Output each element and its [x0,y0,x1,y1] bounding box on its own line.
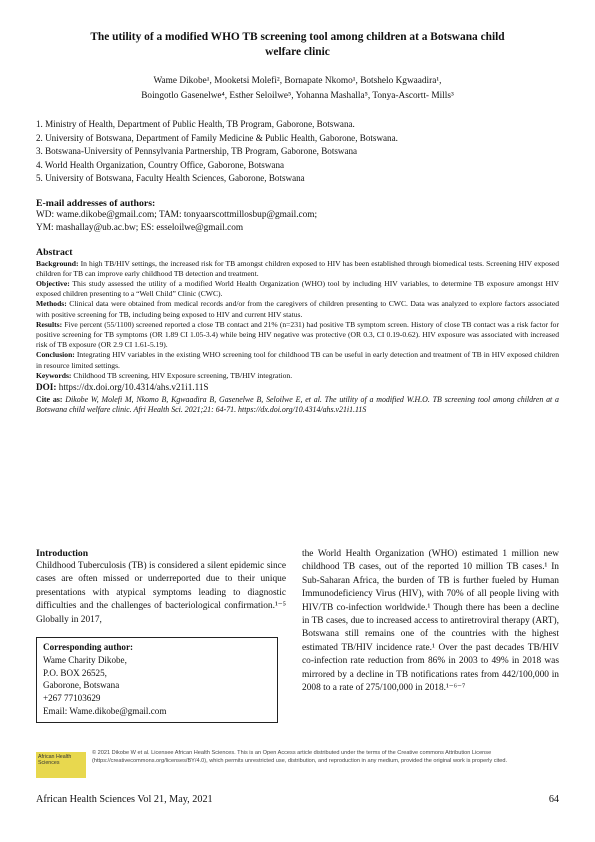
body-columns [36,548,559,743]
journal-badge: African Health Sciences [36,752,86,778]
corresponding-email[interactable]: Email: Wame.dikobe@gmail.com [43,706,167,717]
license-text: © 2021 Dikobe W et al. Licensee African Health Sciences. This is an Open Access article distributed under the terms of the Creative commons Attribution License (https://creativecommons.org/licenses/BY/4.0), which permits unrestricted use, distribution, and reproduction in any medium, provided the original work is properly cited. [92,750,508,764]
corresponding-line: Wame Charity Dikobe, [43,654,127,665]
corresponding-author-box [36,637,278,723]
article-title: The utility of a modified WHO TB screening tool among children at a Botswana child welfare clinic [90,31,505,58]
corresponding-heading: Corresponding author: [43,642,134,653]
abstract-conclusion [36,350,559,370]
citation-text: Dikobe W, Molefi M, Nkomo B, Kgwaadira B, Gasenelwe B, Seloilwe E, et al. The utility of a modified W.H.O. TB screening tool among children at a Botswana child welfare clinic. Afri Health Sci. 2021;21: 64-71. https://dx.doi.org/10.4314/ahs.v21i1.11S [36,395,559,415]
label: Conclusion: [36,350,75,360]
affiliation: 4. World Health Organization, Country Office, Gaborone, Botswana [36,159,285,170]
abstract-results [36,320,559,351]
label: Cite as: [36,395,63,404]
label: Results: [36,319,63,329]
emails-heading: E-mail addresses of authors: [36,197,156,209]
left-column [36,548,286,723]
authors-line-2: Boingotlo Gasenelwe⁴, Esther Seloilwe⁵, Yohanna Mashalla⁵, Tonya-Ascortt- Mills³ [141,91,454,101]
abstract-background [36,259,559,279]
corresponding-line: +267 77103629 [43,693,101,704]
authors-line-1: Wame Dikobe¹, Mooketsi Molefi², Bornapate Nkomo¹, Botshelo Kgwaadira¹, [153,76,442,86]
article-header [36,28,559,423]
emails [36,209,559,235]
corresponding-line: Gaborone, Botswana [43,680,120,691]
text: Clinical data were obtained from medical records and/or from the caregivers of children presenting to CWC. Data was analyzed to explore factors associated with positive screening for TB, including being exposed to HIV and current HIV status. [36,299,559,319]
text: Integrating HIV variables in the existing WHO screening tool for childhood TB can be useful in early detection and treatment of TB in HIV exposed children in resource limited settings. [36,350,559,370]
label: DOI: [36,382,57,392]
introduction-text-right: the World Health Organization (WHO) estimated 1 million new childhood TB cases, out of the reported 10 million TB cases.¹ In Sub-Saharan Africa, the burden of TB is further fueled by Human Immunodeficiency Virus (HIV), with 70% of all people living with HIV/TB co-infection worldwide.¹ Though there has been a decline in TB cases, due to increased access to antiretroviral therapy (ART), Botswana still remains one of the countries with the highest estimated TB/HIV incidence rate.¹ Over the past decades TB/HIV co-infection rate reduction from 86% in 2003 to 49% in 2018 was mirrored by a decline in TB notifications rates from 442/100,000 in 2008 to a rate of 275/100,000 in 2018.¹⁻⁶⁻⁷ [302,549,559,694]
affiliation: 1. Ministry of Health, Department of Public Health, TB Program, Gaborone, Botswana. [36,119,355,129]
license-footer [36,750,559,790]
label: Methods: [36,299,67,309]
text: This study assessed the utility of a modified World Health Organization (WHO) tool by including HIV variables, to determine TB exposure amongst HIV exposed children presenting to a “Well Child” Clinic (CWC). [36,278,559,299]
abstract-heading: Abstract [36,246,73,258]
doi-link[interactable]: https://dx.doi.org/10.4314/ahs.v21i1.11S [56,382,209,392]
affiliation: 3. Botswana-University of Pennsylvania Partnership, TB Program, Gaborone, Botswana [36,146,358,157]
introduction-text-left: Childhood Tuberculosis (TB) is considered a silent epidemic since cases are often missed or underreported due to their unique presentations with atypical symptoms leading to diagnostic difficulties and the challenges of bacteriological confirmation.¹⁻⁵ Globally in 2017, [36,561,286,625]
author-list [36,74,559,104]
journal-name: African Health Sciences Vol 21, May, 2021 [36,794,213,805]
text: Five percent (55/1100) screened reported a close TB contact and 21% (n=231) had positive TB symptom screen. History of close TB contact was a risk factor for positive screening for TB symptoms (OR 1.89 CI 1.05-3.4) while being HIV negative was protective (OR 0.3, CI 0.19-0.62). HIV exposure was associated with increased risk of TB exposure (OR 2.9 CI 1.61-5.19). [36,319,559,350]
email-line: WD: wame.dikobe@gmail.com; TAM: tonyaarscottmillosbup@gmail.com; [36,209,318,220]
affiliations [36,118,559,186]
abstract-methods [36,299,559,319]
right-column [302,548,559,695]
label: Keywords: [36,370,72,380]
cite-as [36,395,559,415]
abstract-objective [36,279,559,299]
label: Objective: [36,278,70,288]
affiliation: 2. University of Botswana, Department of Family Medicine & Public Health, Gaborone, Botswana. [36,132,398,143]
introduction-heading: Introduction [36,548,89,559]
page-footer [36,794,559,805]
corresponding-line: P.O. BOX 26525, [43,667,107,678]
label: Background: [36,258,79,268]
abstract-keywords [36,371,559,381]
abstract-doi [36,381,559,393]
text: Childhood TB screening, HIV Exposure screening, TB/HIV integration. [71,370,293,380]
text: In high TB/HIV settings, the increased risk for TB amongst children exposed to HIV has been established through biomedical tests. Screening HIV exposed children for TB can improve early childhood TB detection and treatment. [36,258,559,278]
affiliation: 5. University of Botswana, Faculty Health Sciences, Gaborone, Botswana [36,173,305,184]
email-line: YM: mashallay@ub.ac.bw; ES: esseloilwe@gmail.com [36,222,244,233]
page-number: 64 [548,794,559,805]
